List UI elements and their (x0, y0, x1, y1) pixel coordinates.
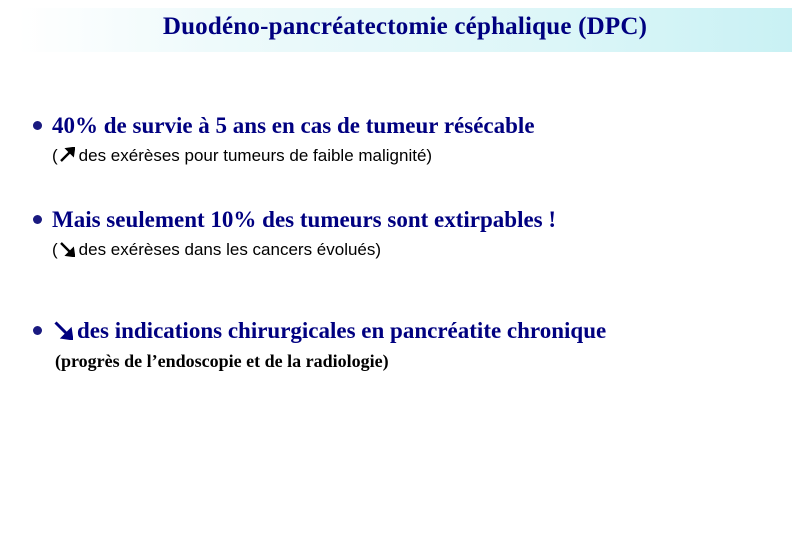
sub-point-2 (52, 240, 381, 260)
sub-point-3-text: (progrès de l’endoscopie et de la radiologie) (55, 351, 389, 371)
arrow-down-right-icon (53, 318, 73, 344)
bullet-point-3 (33, 318, 606, 344)
bullet-point-1-text: 40% de survie à 5 ans en cas de tumeur résécable (52, 113, 535, 138)
sub-point-1 (52, 146, 432, 166)
arrow-up-right-icon (59, 146, 75, 166)
sub-point-2-text: des exérèses dans les cancers évolués) (78, 240, 382, 259)
bullet-point-1 (33, 113, 535, 139)
bullet-dot-icon (33, 326, 42, 335)
bullet-point-3-text: des indications chirurgicales en pancréatite chronique (77, 318, 607, 343)
open-paren: ( (52, 146, 58, 165)
slide-title: Duodéno-pancréatectomie céphalique (DPC) (162, 13, 648, 40)
bullet-dot-icon (33, 215, 42, 224)
sub-point-1-text: des exérèses pour tumeurs de faible malignité) (78, 146, 433, 165)
open-paren: ( (52, 240, 58, 259)
sub-point-3 (55, 351, 389, 372)
bullet-point-2-text: Mais seulement 10% des tumeurs sont extirpables ! (52, 207, 557, 232)
bullet-point-2 (33, 207, 556, 233)
bullet-dot-icon (33, 121, 42, 130)
arrow-down-right-icon (59, 240, 75, 260)
